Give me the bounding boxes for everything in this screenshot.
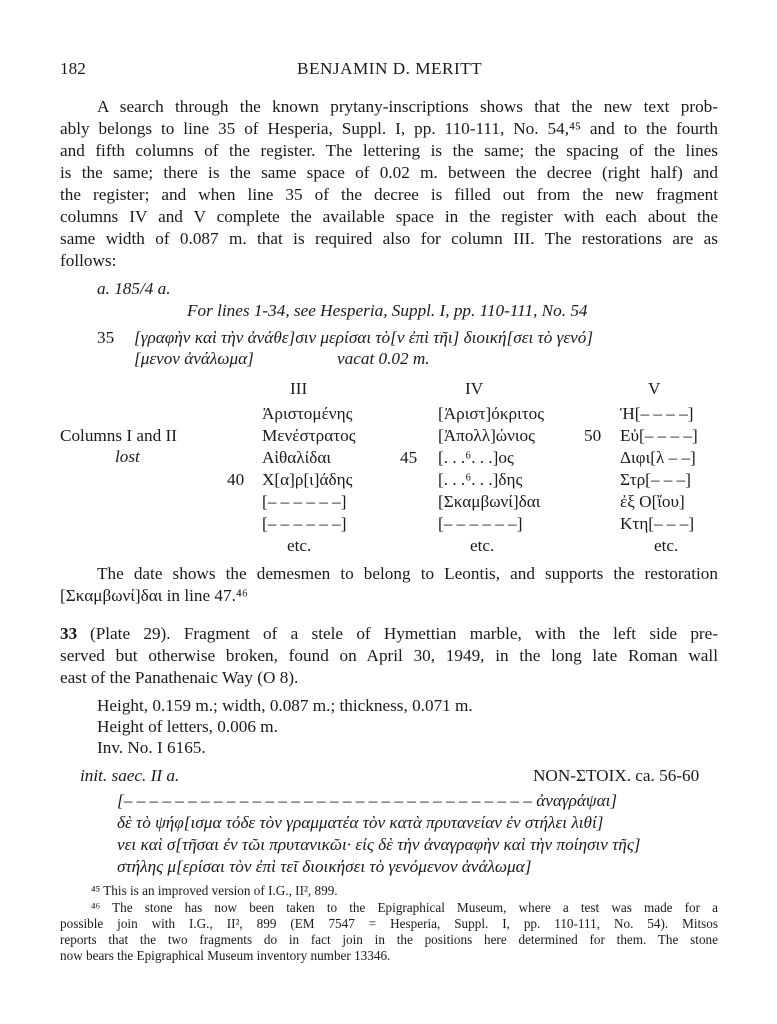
- register-etc: etc.: [287, 536, 312, 555]
- register-entry: [Ἀριστ]όκριτος: [438, 404, 544, 423]
- stoich-note: NON-ΣΤΟΙΧ. ca. 56-60: [533, 766, 700, 785]
- entry-description-line: (Plate 29). Fragment of a stele of Hymettian marble, with the left side pre-: [90, 624, 718, 643]
- footnote-46-line: now bears the Epigraphical Museum inventory number 13346.: [60, 948, 391, 963]
- footnote-46-line: reports that the two fragments do in fact join in the positions here determined for them. The stone: [60, 932, 718, 947]
- intro-line: ably belongs to line 35 of Hesperia, Suppl. I, pp. 110-111, No. 54,⁴⁵ and to the fourth: [60, 119, 718, 138]
- register-entry: Μενέστρατος: [262, 426, 356, 445]
- lost-label: lost: [115, 447, 140, 466]
- register-entry: Αἰθαλίδαι: [262, 448, 331, 467]
- intro-line: same width of 0.087 m. that is required also for column III. The restorations are as: [60, 229, 718, 248]
- running-title: BENJAMIN D. MERITT: [297, 59, 483, 78]
- intro-line: A search through the known prytany-inscriptions shows that the new text prob-: [97, 97, 718, 116]
- inscription-date: init. saec. II a.: [80, 766, 180, 785]
- register-entry: Ἡ[– – – –]: [620, 404, 694, 423]
- measurement-line: Height, 0.159 m.; width, 0.087 m.; thickness, 0.071 m.: [97, 696, 473, 715]
- register-entry: Στρ[– – –]: [620, 470, 691, 489]
- greek-line-35: [γραφὴν καὶ τὴν ἀνάθε]σιν μερίσαι τὸ[ν ἐπὶ τῆι] διοική[σει τὸ γενό]: [134, 328, 594, 347]
- entry-number: 33: [60, 624, 78, 643]
- register-entry: Εὐ[– – – –]: [620, 426, 698, 445]
- footnote-46-line: ⁴⁶ The stone has now been taken to the Epigraphical Museum, where a test was made for a: [91, 900, 718, 915]
- register-entry: Ἀριστομένης: [262, 404, 353, 423]
- footnote-45: ⁴⁵ This is an improved version of I.G., II², 899.: [91, 883, 338, 898]
- entry-description-line: east of the Panathenaic Way (O 8).: [60, 668, 299, 687]
- intro-line: is the same; there is the same space of 0.02 m. between the decree (right half) and: [60, 163, 718, 182]
- column-header-V: V: [648, 379, 661, 398]
- inscription-line: στήλης μ[ερίσαι τὸν ἐπὶ τεῖ διοικήσει τὸ γενόμενον ἀνάλωμα]: [117, 857, 532, 876]
- register-entry: [– – – – – –]: [262, 514, 347, 533]
- intro-line: follows:: [60, 251, 117, 270]
- register-line-number: 50: [584, 426, 602, 445]
- page-number: 182: [60, 59, 86, 78]
- measurement-line: Height of letters, 0.006 m.: [97, 717, 278, 736]
- restoration-label: a. 185/4 a.: [97, 279, 171, 298]
- register-etc: etc.: [470, 536, 495, 555]
- measurement-line: Inv. No. I 6165.: [97, 738, 206, 757]
- register-entry: [– – – – – –]: [438, 514, 523, 533]
- register-entry: [Σκαμβωνί]δαι: [438, 492, 541, 511]
- column-header-IV: IV: [465, 379, 484, 398]
- register-etc: etc.: [654, 536, 679, 555]
- footnote-46-line: possible join with I.G., II², 899 (EM 7547 = Hesperia, Suppl. I, pp. 110-111, No. 54). Mitsos: [60, 916, 718, 931]
- greek-line-36: [μενον ἀνάλωμα]: [134, 349, 254, 368]
- register-line-number: 40: [227, 470, 245, 489]
- vacat-note: vacat 0.02 m.: [337, 349, 430, 368]
- register-entry: Χ[α]ρ[ι]άδης: [262, 470, 353, 489]
- intro-line: the register; and when line 35 of the decree is filled out from the new fragment: [60, 185, 718, 204]
- column-header-III: III: [290, 379, 308, 398]
- register-entry: [. . .⁶. . .]ος: [438, 448, 514, 467]
- restoration-note: For lines 1-34, see Hesperia, Suppl. I, pp. 110-111, No. 54: [187, 301, 588, 320]
- inscription-line: [– – – – – – – – – – – – – – – – – – – – – – – – – – – – – – – – ἀναγράψαι]: [117, 791, 618, 810]
- intro-line: columns IV and V complete the available space in the register with each about the: [60, 207, 718, 226]
- entry-description-line: served but otherwise broken, found on April 30, 1949, in the long late Roman wall: [60, 646, 718, 665]
- inscription-line: δὲ τὸ ψήφ[ισμα τόδε τὸν γραμματέα τὸν κατὰ πρυτανείαν ἐν στήλει λιθί]: [117, 813, 604, 832]
- intro-line: and fifth columns of the register. The lettering is the same; the spacing of the lines: [60, 141, 718, 160]
- register-entry: [. . .⁶. . .]δης: [438, 470, 523, 489]
- register-entry: ἐξ Ο[ἴου]: [620, 492, 685, 511]
- register-entry: Κτη[– – –]: [620, 514, 695, 533]
- date-line: The date shows the demesmen to belong to Leontis, and supports the restoration: [97, 564, 718, 583]
- inscription-line: νει καὶ σ[τῆσαι ἐν τῶι πρυτανικῶι· εἰς δὲ τὴν ἀναγραφὴν καὶ τὴν ποίησιν τῆς]: [117, 835, 641, 854]
- line-number: 35: [97, 328, 115, 347]
- register-entry: [Ἀπολλ]ώνιος: [438, 426, 535, 445]
- register-entry: [– – – – – –]: [262, 492, 347, 511]
- date-line: [Σκαμβωνί]δαι in line 47.⁴⁶: [60, 586, 248, 605]
- register-entry: Διφι[λ – –]: [620, 448, 696, 467]
- register-line-number: 45: [400, 448, 418, 467]
- lost-columns-note: Columns I and II: [60, 426, 177, 445]
